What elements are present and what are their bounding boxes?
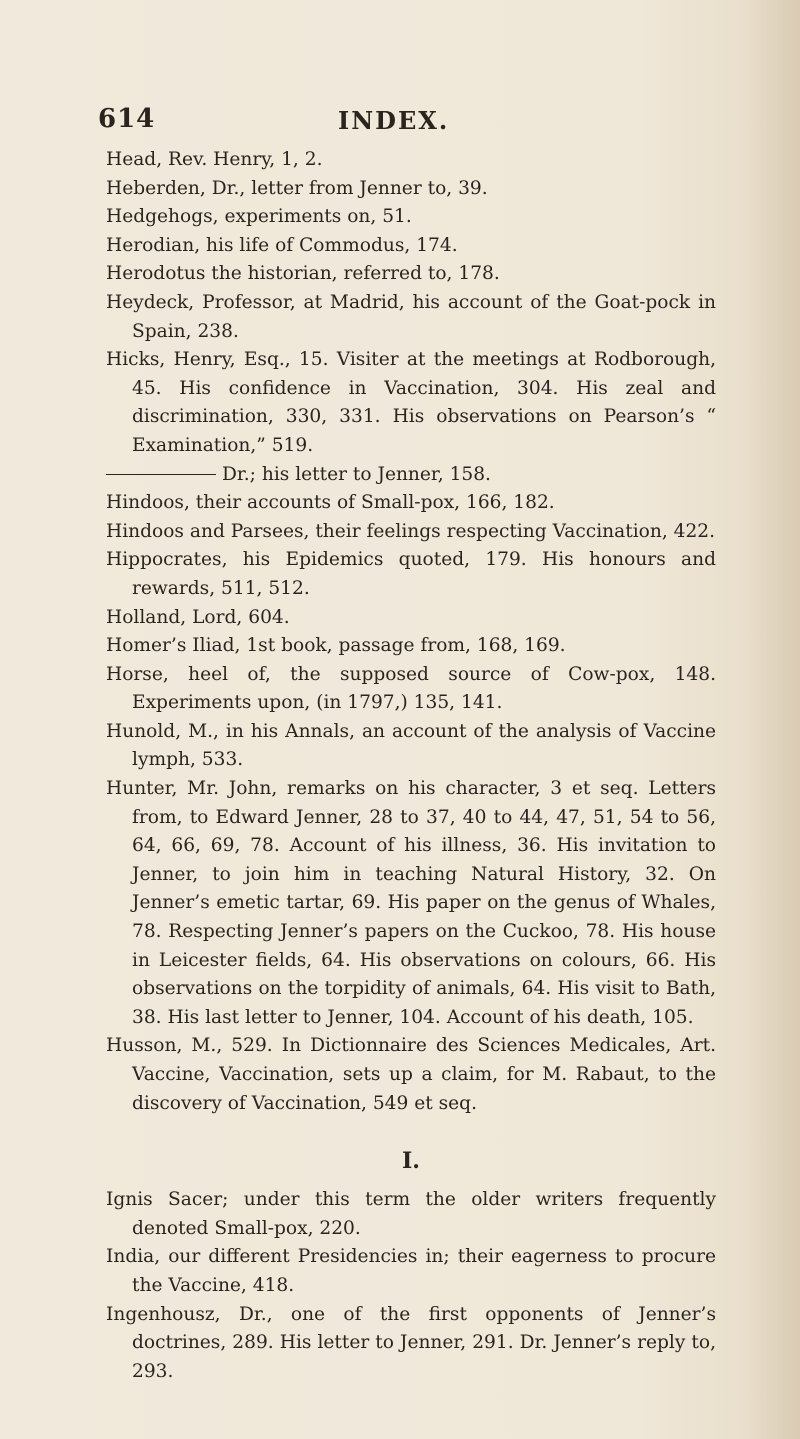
index-entry: Hunold, M., in his Annals, an account of the analysis of Vaccine lymph, 533. <box>106 720 716 771</box>
index-entry-text: Dr.; his letter to Jenner, 158. <box>222 463 491 485</box>
index-entry: Herodian, his life of Commodus, 174. <box>106 234 458 256</box>
index-entry: Hicks, Henry, Esq., 15. Visiter at the meetings at Rodborough, 45. His confidence in Vaccination, 304. His zeal and discrimination, 330, 331. His observations on Pearson’s “ Examination,” 519. <box>106 349 716 456</box>
index-entry: Hindoos and Parsees, their feelings respecting Vaccination, 422. <box>106 520 716 542</box>
index-entry: Hindoos, their accounts of Small-pox, 166, 182. <box>106 492 555 514</box>
index-entry: Heydeck, Professor, at Madrid, his account of the Goat-pock in Spain, 238. <box>106 291 716 342</box>
index-entry: Hippocrates, his Epidemics quoted, 179. His honours and rewards, 511, 512. <box>106 549 716 599</box>
index-entry: Homer’s Iliad, 1st book, passage from, 168, 169. <box>106 635 566 657</box>
page-number: 614 <box>98 104 156 134</box>
index-entry: Husson, M., 529. In Dictionnaire des Sciences Medicales, Art. Vaccine, Vaccination, sets up a claim, for M. Rabaut, to the discovery of Vaccination, 549 et seq. <box>106 1035 716 1114</box>
running-title: INDEX. <box>338 106 450 135</box>
ditto-dash <box>106 474 216 475</box>
index-entry: Ingenhousz, Dr., one of the first opponents of Jenner’s doctrines, 289. His letter to Jenner, 291. Dr. Jenner’s reply to, 293. <box>106 1303 716 1382</box>
index-entry-continuation <box>106 461 716 490</box>
index-entries <box>106 146 716 1386</box>
index-entry: Horse, heel of, the supposed source of Cow-pox, 148. Experiments upon, (in 1797,) 135, 141. <box>106 663 716 714</box>
index-entry: Heberden, Dr., letter from Jenner to, 39. <box>106 177 488 199</box>
index-entry: Head, Rev. Henry, 1, 2. <box>106 149 323 170</box>
index-entry: Holland, Lord, 604. <box>106 606 290 628</box>
index-entry: Ignis Sacer; under this term the older writers frequently denoted Small-pox, 220. <box>106 1189 716 1239</box>
index-entry: Hedgehogs, experiments on, 51. <box>106 206 412 228</box>
index-entry: Herodotus the historian, referred to, 178. <box>106 263 500 285</box>
index-entry: India, our different Presidencies in; their eagerness to procure the Vaccine, 418. <box>106 1246 716 1296</box>
section-letter-heading: I. <box>402 1148 420 1175</box>
index-entry: Hunter, Mr. John, remarks on his character, 3 et seq. Letters from, to Edward Jenner, 28 to 37, 40 to 44, 47, 51, 54 to 56, 64, 66, 69, 78. Account of his illness, 36. His invitation to Jenner, to join him in teaching Natural History, 32. On Jenner’s emetic tartar, 69. His paper on the genus of Whales, 78. Respecting Jenner’s papers on the Cuckoo, 78. His house in Leicester fields, 64. His observations on colours, 66. His observations on the torpidity of animals, 64. His visit to Bath, 38. His last letter to Jenner, 104. Account of his death, 105. <box>106 778 716 1028</box>
page-header <box>98 104 698 140</box>
